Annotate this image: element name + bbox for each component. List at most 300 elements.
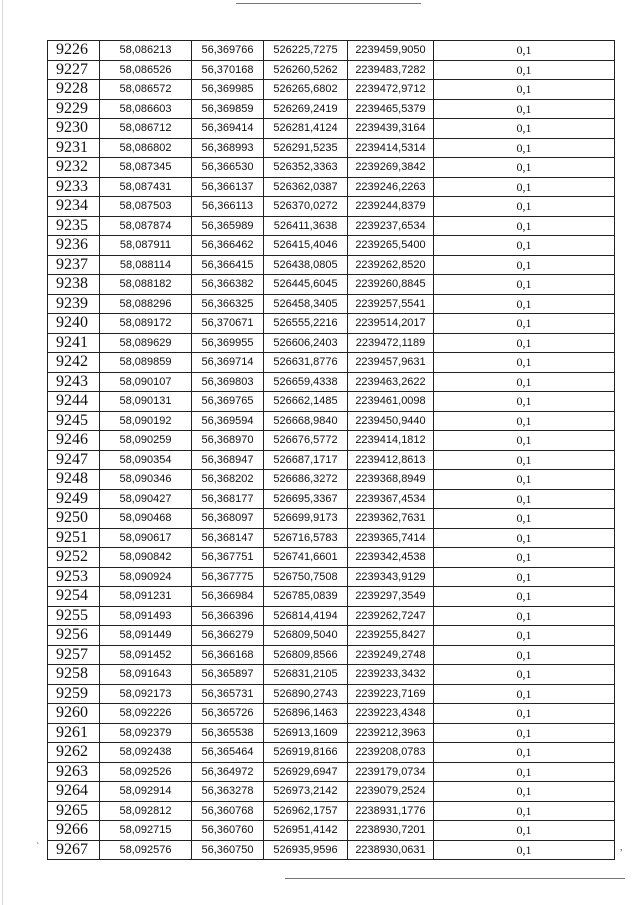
y-coordinate-cell: 2239079,2524 <box>348 782 434 802</box>
y-coordinate-cell: 2239223,7169 <box>348 684 434 704</box>
accuracy-cell: 0,1 <box>434 275 615 295</box>
x-coordinate-cell: 526662,1485 <box>264 392 348 412</box>
point-number-cell: 9267 <box>48 840 100 860</box>
latitude-cell: 58,088114 <box>100 255 192 275</box>
point-number-cell: 9247 <box>48 450 100 470</box>
point-number-cell: 9239 <box>48 294 100 314</box>
latitude-cell: 58,087345 <box>100 158 192 178</box>
y-coordinate-cell: 2239461,0098 <box>348 392 434 412</box>
x-coordinate-cell: 526935,9596 <box>264 840 348 860</box>
latitude-cell: 58,091643 <box>100 665 192 685</box>
accuracy-cell: 0,1 <box>434 821 615 841</box>
y-coordinate-cell: 2239459,9050 <box>348 41 434 61</box>
x-coordinate-cell: 526555,2216 <box>264 314 348 334</box>
longitude-cell: 56,369803 <box>192 372 264 392</box>
accuracy-cell: 0,1 <box>434 333 615 353</box>
latitude-cell: 58,090427 <box>100 489 192 509</box>
y-coordinate-cell: 2239450,9440 <box>348 411 434 431</box>
longitude-cell: 56,369766 <box>192 41 264 61</box>
table-row <box>48 411 615 431</box>
latitude-cell: 58,092812 <box>100 801 192 821</box>
x-coordinate-cell: 526929,6947 <box>264 762 348 782</box>
latitude-cell: 58,086526 <box>100 60 192 80</box>
accuracy-cell: 0,1 <box>434 177 615 197</box>
accuracy-cell: 0,1 <box>434 782 615 802</box>
accuracy-cell: 0,1 <box>434 528 615 548</box>
point-number-cell: 9238 <box>48 275 100 295</box>
longitude-cell: 56,366137 <box>192 177 264 197</box>
longitude-cell: 56,365989 <box>192 216 264 236</box>
point-number-cell: 9248 <box>48 470 100 490</box>
y-coordinate-cell: 2239246,2263 <box>348 177 434 197</box>
x-coordinate-cell: 526676,5772 <box>264 431 348 451</box>
y-coordinate-cell: 2239179,0734 <box>348 762 434 782</box>
longitude-cell: 56,369414 <box>192 119 264 139</box>
latitude-cell: 58,092715 <box>100 821 192 841</box>
point-number-cell: 9242 <box>48 353 100 373</box>
point-number-cell: 9233 <box>48 177 100 197</box>
table-row <box>48 236 615 256</box>
accuracy-cell: 0,1 <box>434 314 615 334</box>
x-coordinate-cell: 526352,3363 <box>264 158 348 178</box>
coordinates-table-body <box>48 41 615 860</box>
table-row <box>48 567 615 587</box>
y-coordinate-cell: 2239257,5541 <box>348 294 434 314</box>
latitude-cell: 58,090107 <box>100 372 192 392</box>
longitude-cell: 56,369714 <box>192 353 264 373</box>
table-row <box>48 333 615 353</box>
accuracy-cell: 0,1 <box>434 294 615 314</box>
latitude-cell: 58,090192 <box>100 411 192 431</box>
accuracy-cell: 0,1 <box>434 587 615 607</box>
table-row <box>48 294 615 314</box>
x-coordinate-cell: 526962,1757 <box>264 801 348 821</box>
x-coordinate-cell: 526458,3405 <box>264 294 348 314</box>
point-number-cell: 9264 <box>48 782 100 802</box>
latitude-cell: 58,090131 <box>100 392 192 412</box>
y-coordinate-cell: 2239342,4538 <box>348 548 434 568</box>
point-number-cell: 9265 <box>48 801 100 821</box>
table-row <box>48 528 615 548</box>
latitude-cell: 58,089629 <box>100 333 192 353</box>
accuracy-cell: 0,1 <box>434 99 615 119</box>
y-coordinate-cell: 2239260,8845 <box>348 275 434 295</box>
accuracy-cell: 0,1 <box>434 158 615 178</box>
accuracy-cell: 0,1 <box>434 411 615 431</box>
latitude-cell: 58,086802 <box>100 138 192 158</box>
x-coordinate-cell: 526951,4142 <box>264 821 348 841</box>
scan-speck-left: ` <box>36 842 40 853</box>
table-row <box>48 626 615 646</box>
y-coordinate-cell: 2239457,9631 <box>348 353 434 373</box>
point-number-cell: 9259 <box>48 684 100 704</box>
longitude-cell: 56,369985 <box>192 80 264 100</box>
y-coordinate-cell: 2238930,7201 <box>348 821 434 841</box>
x-coordinate-cell: 526831,2105 <box>264 665 348 685</box>
latitude-cell: 58,087431 <box>100 177 192 197</box>
point-number-cell: 9241 <box>48 333 100 353</box>
table-row <box>48 80 615 100</box>
accuracy-cell: 0,1 <box>434 840 615 860</box>
longitude-cell: 56,360768 <box>192 801 264 821</box>
point-number-cell: 9232 <box>48 158 100 178</box>
latitude-cell: 58,090924 <box>100 567 192 587</box>
latitude-cell: 58,092526 <box>100 762 192 782</box>
y-coordinate-cell: 2239237,6534 <box>348 216 434 236</box>
table-row <box>48 723 615 743</box>
y-coordinate-cell: 2239244,8379 <box>348 197 434 217</box>
y-coordinate-cell: 2238931,1776 <box>348 801 434 821</box>
latitude-cell: 58,086603 <box>100 99 192 119</box>
y-coordinate-cell: 2239414,1812 <box>348 431 434 451</box>
longitude-cell: 56,365464 <box>192 743 264 763</box>
accuracy-cell: 0,1 <box>434 431 615 451</box>
point-number-cell: 9245 <box>48 411 100 431</box>
accuracy-cell: 0,1 <box>434 762 615 782</box>
accuracy-cell: 0,1 <box>434 704 615 724</box>
point-number-cell: 9246 <box>48 431 100 451</box>
x-coordinate-cell: 526668,9840 <box>264 411 348 431</box>
point-number-cell: 9228 <box>48 80 100 100</box>
table-row <box>48 704 615 724</box>
x-coordinate-cell: 526913,1609 <box>264 723 348 743</box>
point-number-cell: 9260 <box>48 704 100 724</box>
x-coordinate-cell: 526785,0839 <box>264 587 348 607</box>
top-rule <box>236 3 421 4</box>
y-coordinate-cell: 2239367,4534 <box>348 489 434 509</box>
y-coordinate-cell: 2239412,8613 <box>348 450 434 470</box>
longitude-cell: 56,366113 <box>192 197 264 217</box>
point-number-cell: 9262 <box>48 743 100 763</box>
accuracy-cell: 0,1 <box>434 606 615 626</box>
accuracy-cell: 0,1 <box>434 119 615 139</box>
latitude-cell: 58,090468 <box>100 509 192 529</box>
latitude-cell: 58,090259 <box>100 431 192 451</box>
longitude-cell: 56,367751 <box>192 548 264 568</box>
y-coordinate-cell: 2239439,3164 <box>348 119 434 139</box>
point-number-cell: 9263 <box>48 762 100 782</box>
y-coordinate-cell: 2239233,3432 <box>348 665 434 685</box>
latitude-cell: 58,091449 <box>100 626 192 646</box>
y-coordinate-cell: 2239255,8427 <box>348 626 434 646</box>
longitude-cell: 56,366462 <box>192 236 264 256</box>
y-coordinate-cell: 2239208,0783 <box>348 743 434 763</box>
x-coordinate-cell: 526814,4194 <box>264 606 348 626</box>
point-number-cell: 9229 <box>48 99 100 119</box>
accuracy-cell: 0,1 <box>434 489 615 509</box>
accuracy-cell: 0,1 <box>434 41 615 61</box>
x-coordinate-cell: 526809,5040 <box>264 626 348 646</box>
y-coordinate-cell: 2239472,9712 <box>348 80 434 100</box>
longitude-cell: 56,366415 <box>192 255 264 275</box>
y-coordinate-cell: 2239249,2748 <box>348 645 434 665</box>
latitude-cell: 58,087911 <box>100 236 192 256</box>
accuracy-cell: 0,1 <box>434 626 615 646</box>
x-coordinate-cell: 526890,2743 <box>264 684 348 704</box>
scan-speck-right: , <box>620 842 623 853</box>
longitude-cell: 56,364972 <box>192 762 264 782</box>
accuracy-cell: 0,1 <box>434 60 615 80</box>
latitude-cell: 58,091493 <box>100 606 192 626</box>
accuracy-cell: 0,1 <box>434 138 615 158</box>
longitude-cell: 56,365731 <box>192 684 264 704</box>
y-coordinate-cell: 2239265,5400 <box>348 236 434 256</box>
longitude-cell: 56,368970 <box>192 431 264 451</box>
accuracy-cell: 0,1 <box>434 236 615 256</box>
point-number-cell: 9227 <box>48 60 100 80</box>
y-coordinate-cell: 2239297,3549 <box>348 587 434 607</box>
table-row <box>48 606 615 626</box>
x-coordinate-cell: 526225,7275 <box>264 41 348 61</box>
table-row <box>48 450 615 470</box>
table-row <box>48 60 615 80</box>
longitude-cell: 56,370168 <box>192 60 264 80</box>
y-coordinate-cell: 2239465,5379 <box>348 99 434 119</box>
x-coordinate-cell: 526631,8776 <box>264 353 348 373</box>
accuracy-cell: 0,1 <box>434 548 615 568</box>
table-row <box>48 158 615 178</box>
table-row <box>48 99 615 119</box>
longitude-cell: 56,366530 <box>192 158 264 178</box>
accuracy-cell: 0,1 <box>434 353 615 373</box>
x-coordinate-cell: 526445,6045 <box>264 275 348 295</box>
x-coordinate-cell: 526281,4124 <box>264 119 348 139</box>
point-number-cell: 9250 <box>48 509 100 529</box>
table-row <box>48 372 615 392</box>
accuracy-cell: 0,1 <box>434 509 615 529</box>
table-row <box>48 177 615 197</box>
longitude-cell: 56,368947 <box>192 450 264 470</box>
table-row <box>48 119 615 139</box>
latitude-cell: 58,086712 <box>100 119 192 139</box>
accuracy-cell: 0,1 <box>434 197 615 217</box>
table-row <box>48 41 615 61</box>
y-coordinate-cell: 2239365,7414 <box>348 528 434 548</box>
table-row <box>48 645 615 665</box>
longitude-cell: 56,365897 <box>192 665 264 685</box>
table-row <box>48 431 615 451</box>
longitude-cell: 56,369594 <box>192 411 264 431</box>
longitude-cell: 56,370671 <box>192 314 264 334</box>
x-coordinate-cell: 526265,6802 <box>264 80 348 100</box>
latitude-cell: 58,090346 <box>100 470 192 490</box>
accuracy-cell: 0,1 <box>434 567 615 587</box>
x-coordinate-cell: 526750,7508 <box>264 567 348 587</box>
accuracy-cell: 0,1 <box>434 255 615 275</box>
x-coordinate-cell: 526716,5783 <box>264 528 348 548</box>
point-number-cell: 9261 <box>48 723 100 743</box>
latitude-cell: 58,092226 <box>100 704 192 724</box>
y-coordinate-cell: 2239414,5314 <box>348 138 434 158</box>
x-coordinate-cell: 526606,2403 <box>264 333 348 353</box>
table-row <box>48 821 615 841</box>
y-coordinate-cell: 2238930,0631 <box>348 840 434 860</box>
latitude-cell: 58,087874 <box>100 216 192 236</box>
y-coordinate-cell: 2239262,7247 <box>348 606 434 626</box>
point-number-cell: 9253 <box>48 567 100 587</box>
longitude-cell: 56,369765 <box>192 392 264 412</box>
table-row <box>48 470 615 490</box>
point-number-cell: 9237 <box>48 255 100 275</box>
table-row <box>48 665 615 685</box>
longitude-cell: 56,366168 <box>192 645 264 665</box>
table-row <box>48 801 615 821</box>
longitude-cell: 56,369955 <box>192 333 264 353</box>
table-row <box>48 840 615 860</box>
coordinates-table <box>47 40 615 860</box>
point-number-cell: 9226 <box>48 41 100 61</box>
latitude-cell: 58,086572 <box>100 80 192 100</box>
x-coordinate-cell: 526687,1717 <box>264 450 348 470</box>
longitude-cell: 56,360750 <box>192 840 264 860</box>
x-coordinate-cell: 526973,2142 <box>264 782 348 802</box>
point-number-cell: 9255 <box>48 606 100 626</box>
x-coordinate-cell: 526741,6601 <box>264 548 348 568</box>
table-row <box>48 353 615 373</box>
longitude-cell: 56,368097 <box>192 509 264 529</box>
latitude-cell: 58,090617 <box>100 528 192 548</box>
y-coordinate-cell: 2239362,7631 <box>348 509 434 529</box>
table-row <box>48 255 615 275</box>
longitude-cell: 56,366279 <box>192 626 264 646</box>
y-coordinate-cell: 2239368,8949 <box>348 470 434 490</box>
latitude-cell: 58,092914 <box>100 782 192 802</box>
latitude-cell: 58,090842 <box>100 548 192 568</box>
accuracy-cell: 0,1 <box>434 645 615 665</box>
point-number-cell: 9266 <box>48 821 100 841</box>
accuracy-cell: 0,1 <box>434 372 615 392</box>
accuracy-cell: 0,1 <box>434 723 615 743</box>
x-coordinate-cell: 526362,0387 <box>264 177 348 197</box>
x-coordinate-cell: 526896,1463 <box>264 704 348 724</box>
table-row <box>48 587 615 607</box>
longitude-cell: 56,363278 <box>192 782 264 802</box>
point-number-cell: 9251 <box>48 528 100 548</box>
y-coordinate-cell: 2239212,3963 <box>348 723 434 743</box>
point-number-cell: 9257 <box>48 645 100 665</box>
longitude-cell: 56,360760 <box>192 821 264 841</box>
latitude-cell: 58,092438 <box>100 743 192 763</box>
latitude-cell: 58,087503 <box>100 197 192 217</box>
x-coordinate-cell: 526411,3638 <box>264 216 348 236</box>
x-coordinate-cell: 526269,2419 <box>264 99 348 119</box>
x-coordinate-cell: 526809,8566 <box>264 645 348 665</box>
point-number-cell: 9249 <box>48 489 100 509</box>
table-row <box>48 509 615 529</box>
latitude-cell: 58,089859 <box>100 353 192 373</box>
table-row <box>48 275 615 295</box>
accuracy-cell: 0,1 <box>434 470 615 490</box>
latitude-cell: 58,090354 <box>100 450 192 470</box>
latitude-cell: 58,092576 <box>100 840 192 860</box>
point-number-cell: 9256 <box>48 626 100 646</box>
x-coordinate-cell: 526919,8166 <box>264 743 348 763</box>
y-coordinate-cell: 2239223,4348 <box>348 704 434 724</box>
point-number-cell: 9236 <box>48 236 100 256</box>
longitude-cell: 56,368147 <box>192 528 264 548</box>
latitude-cell: 58,088296 <box>100 294 192 314</box>
x-coordinate-cell: 526438,0805 <box>264 255 348 275</box>
scan-left-edge <box>2 0 3 905</box>
x-coordinate-cell: 526291,5235 <box>264 138 348 158</box>
bottom-rule <box>285 878 625 879</box>
y-coordinate-cell: 2239483,7282 <box>348 60 434 80</box>
x-coordinate-cell: 526260,5262 <box>264 60 348 80</box>
table-row <box>48 489 615 509</box>
longitude-cell: 56,369859 <box>192 99 264 119</box>
latitude-cell: 58,088182 <box>100 275 192 295</box>
latitude-cell: 58,092173 <box>100 684 192 704</box>
table-row <box>48 548 615 568</box>
y-coordinate-cell: 2239463,2622 <box>348 372 434 392</box>
point-number-cell: 9235 <box>48 216 100 236</box>
accuracy-cell: 0,1 <box>434 392 615 412</box>
point-number-cell: 9252 <box>48 548 100 568</box>
table-row <box>48 392 615 412</box>
longitude-cell: 56,367775 <box>192 567 264 587</box>
table-row <box>48 197 615 217</box>
longitude-cell: 56,366325 <box>192 294 264 314</box>
table-row <box>48 314 615 334</box>
x-coordinate-cell: 526370,0272 <box>264 197 348 217</box>
x-coordinate-cell: 526659,4338 <box>264 372 348 392</box>
y-coordinate-cell: 2239514,2017 <box>348 314 434 334</box>
longitude-cell: 56,365726 <box>192 704 264 724</box>
table-row <box>48 138 615 158</box>
longitude-cell: 56,366396 <box>192 606 264 626</box>
y-coordinate-cell: 2239472,1189 <box>348 333 434 353</box>
longitude-cell: 56,368177 <box>192 489 264 509</box>
accuracy-cell: 0,1 <box>434 665 615 685</box>
y-coordinate-cell: 2239262,8520 <box>348 255 434 275</box>
accuracy-cell: 0,1 <box>434 216 615 236</box>
longitude-cell: 56,366382 <box>192 275 264 295</box>
point-number-cell: 9254 <box>48 587 100 607</box>
longitude-cell: 56,366984 <box>192 587 264 607</box>
point-number-cell: 9234 <box>48 197 100 217</box>
point-number-cell: 9243 <box>48 372 100 392</box>
x-coordinate-cell: 526699,9173 <box>264 509 348 529</box>
x-coordinate-cell: 526415,4046 <box>264 236 348 256</box>
latitude-cell: 58,086213 <box>100 41 192 61</box>
point-number-cell: 9240 <box>48 314 100 334</box>
point-number-cell: 9230 <box>48 119 100 139</box>
table-row <box>48 782 615 802</box>
x-coordinate-cell: 526695,3367 <box>264 489 348 509</box>
accuracy-cell: 0,1 <box>434 801 615 821</box>
longitude-cell: 56,368993 <box>192 138 264 158</box>
latitude-cell: 58,091231 <box>100 587 192 607</box>
longitude-cell: 56,365538 <box>192 723 264 743</box>
accuracy-cell: 0,1 <box>434 743 615 763</box>
y-coordinate-cell: 2239343,9129 <box>348 567 434 587</box>
y-coordinate-cell: 2239269,3842 <box>348 158 434 178</box>
point-number-cell: 9244 <box>48 392 100 412</box>
accuracy-cell: 0,1 <box>434 80 615 100</box>
table-row <box>48 743 615 763</box>
longitude-cell: 56,368202 <box>192 470 264 490</box>
table-row <box>48 684 615 704</box>
accuracy-cell: 0,1 <box>434 450 615 470</box>
latitude-cell: 58,092379 <box>100 723 192 743</box>
latitude-cell: 58,089172 <box>100 314 192 334</box>
table-row <box>48 216 615 236</box>
point-number-cell: 9258 <box>48 665 100 685</box>
point-number-cell: 9231 <box>48 138 100 158</box>
x-coordinate-cell: 526686,3272 <box>264 470 348 490</box>
latitude-cell: 58,091452 <box>100 645 192 665</box>
table-row <box>48 762 615 782</box>
